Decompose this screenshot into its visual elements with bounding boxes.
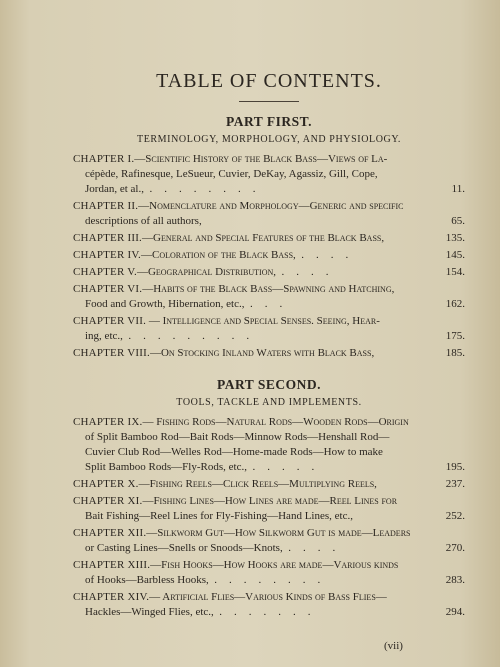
page-number: 11.: [451, 183, 465, 195]
title-rule: [239, 101, 299, 102]
toc-entry-chapter-2: CHAPTER II.—Nomenclature and Morphology—Generic and specific descriptions of all authors, 65.: [73, 200, 465, 227]
page-number: 237.: [445, 478, 465, 490]
page-number: 154.: [445, 266, 465, 278]
page-number: 294.: [445, 606, 465, 618]
toc-entry-chapter-9: CHAPTER IX.— Fishing Rods—Natural Rods—Wooden Rods—Origin of Split Bamboo Rod—Bait Rods—Minnow Rods—Henshall Rod— Cuvier Club Rod—Welles Rod—Home-made Rods—How to make Split Bamboo Rods—Fly-Rods, etc., ..... 195.: [73, 416, 465, 473]
page-number: 135.: [445, 232, 465, 244]
toc-entry-chapter-4: CHAPTER IV.—Coloration of the Black Bass, .... 145.: [73, 249, 465, 261]
part-second-subheading: TOOLS, TACKLE AND IMPLEMENTS.: [176, 397, 362, 408]
page-folio: (vii): [384, 640, 403, 652]
page-number: 145.: [445, 249, 465, 261]
toc-entry-chapter-1: CHAPTER I.—Scientific History of the Black Bass—Views of La- cépède, Rafinesque, LeSueur, Cuvier, DeKay, Agassiz, Gill, Cope, Jordan, et al., ........ 11.: [73, 153, 465, 195]
page-number: 195.: [445, 461, 465, 473]
page-number: 283.: [445, 574, 465, 586]
page-number: 65.: [451, 215, 465, 227]
toc-content: [73, 70, 465, 622]
toc-entry-chapter-7: CHAPTER VII. — Intelligence and Special Senses. Seeing, Hear- ing, etc., ......... 175.: [73, 315, 465, 342]
page-number: 175.: [445, 330, 465, 342]
toc-entry-chapter-14: CHAPTER XIV.— Artificial Flies—Various Kinds of Bass Flies— Hackles—Winged Flies, etc., ....... 294.: [73, 591, 465, 618]
page-number: 252.: [445, 510, 465, 522]
toc-entry-chapter-12: CHAPTER XII.—Silkworm Gut—How Silkworm Gut is made—Leaders or Casting Lines—Snells or Snoods—Knots, .... 270.: [73, 527, 465, 554]
toc-entry-chapter-10: CHAPTER X.—Fishing Reels—Click Reels—Multiplying Reels, 237.: [73, 478, 465, 490]
toc-entry-chapter-3: CHAPTER III.—General and Special Features of the Black Bass, 135.: [73, 232, 465, 244]
toc-entry-chapter-8: CHAPTER VIII.—On Stocking Inland Waters with Black Bass, 185.: [73, 347, 465, 359]
part-first-subheading: TERMINOLOGY, MORPHOLOGY, AND PHYSIOLOGY.: [136, 134, 402, 145]
page-number: 162.: [445, 298, 465, 310]
toc-entry-chapter-5: CHAPTER V.—Geographical Distribution, .... 154.: [73, 266, 465, 278]
toc-entry-chapter-6: CHAPTER VI.—Habits of the Black Bass—Spawning and Hatching, Food and Growth, Hibernation, etc., ... 162.: [73, 283, 465, 310]
toc-entry-chapter-13: CHAPTER XIII.—Fish Hooks—How Hooks are made—Various kinds of Hooks—Barbless Hooks, ........ 283.: [73, 559, 465, 586]
page-number: 270.: [445, 542, 465, 554]
toc-entry-chapter-11: CHAPTER XI.—Fishing Lines—How Lines are made—Reel Lines for Bait Fishing—Reel Lines for Fly-Fishing—Hand Lines, etc., 252.: [73, 495, 465, 522]
page-title: TABLE OF CONTENTS.: [156, 70, 382, 92]
part-second-heading: PART SECOND.: [216, 377, 322, 392]
part-first-heading: PART FIRST.: [225, 114, 313, 129]
page-number: 185.: [445, 347, 465, 359]
